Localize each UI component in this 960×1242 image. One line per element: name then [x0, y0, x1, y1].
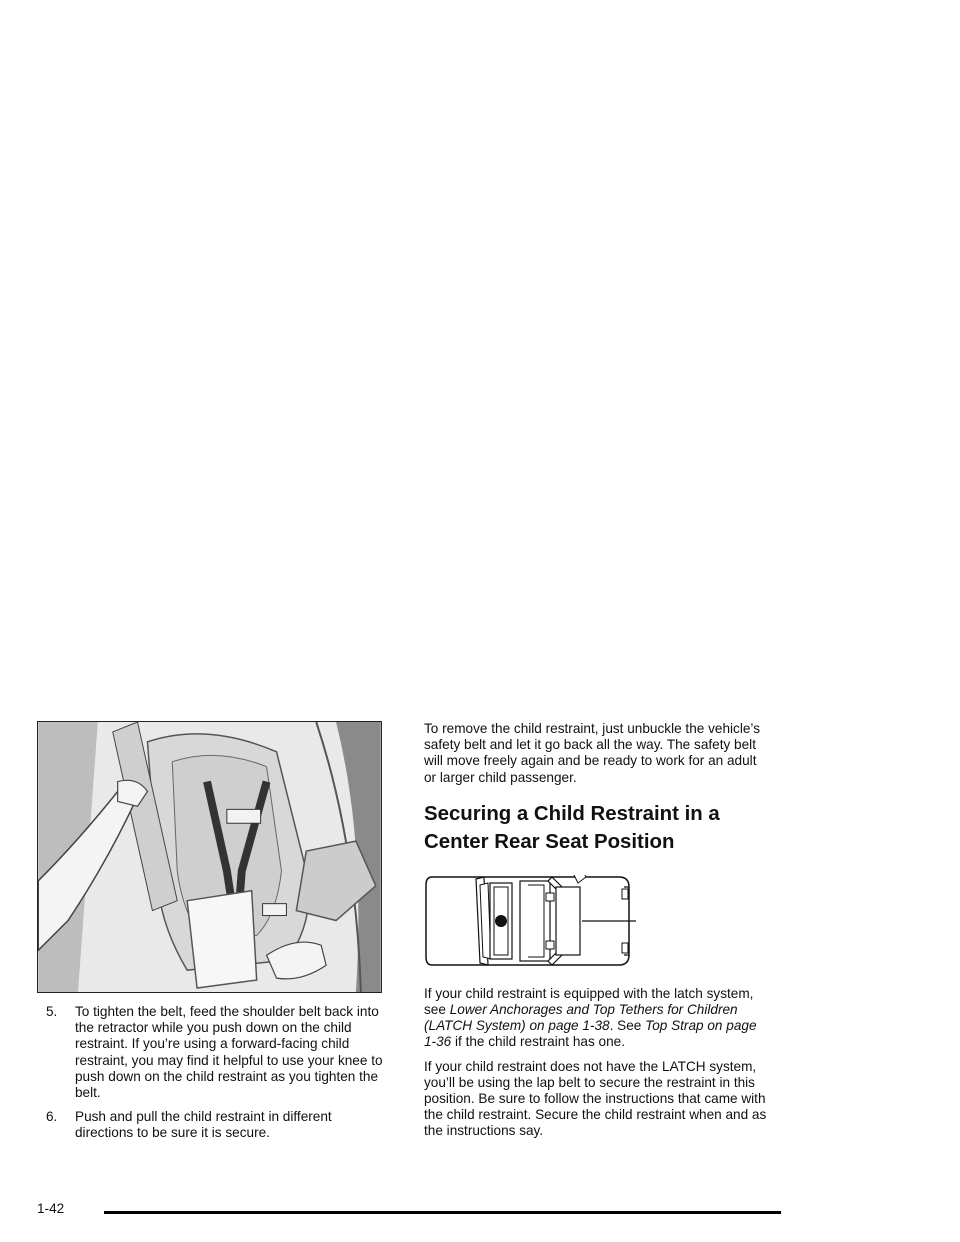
lap-belt-paragraph: If your child restraint does not have the LATCH system, you’ll be using the lap belt to secure the restraint in this position. Be sure to follow the instructions that came with the child restraint. Secure the child restraint when and as the instructions say.: [424, 1058, 767, 1139]
section-heading: Securing a Child Restraint in a Center Rear Seat Position: [424, 802, 720, 854]
vehicle-outline-drawing: [424, 875, 638, 967]
page-number: 1-42: [37, 1201, 65, 1216]
step-text: To tighten the belt, feed the shoulder belt back into the retractor while you push down on the child restraint. If you’re using a forward-facing child restraint, you may find it helpful to use your knee to push down on the child restraint as you tighten the belt.: [75, 1004, 383, 1101]
latch-text: If your child restraint is equipped with the latch system, see: [424, 985, 754, 1018]
latch-text: if the child restraint has one.: [451, 1034, 626, 1050]
removal-paragraph: To remove the child restraint, just unbuckle the vehicle’s safety belt and let it go back all the way. The safety belt will move freely again and be ready to work for an adult or larger child passenger.: [424, 721, 760, 785]
step-number: 5.: [46, 1004, 58, 1019]
child-seat-illustration: [37, 721, 382, 993]
latch-text: . See: [609, 1018, 646, 1034]
footer-rule: [104, 1211, 781, 1214]
vehicle-top-view-diagram: [424, 875, 638, 967]
step-number: 6.: [46, 1109, 58, 1125]
child-seat-drawing: [38, 722, 381, 992]
right-column: [424, 721, 769, 1140]
top-strap-link[interactable]: Top Strap on page 1-36: [424, 1018, 757, 1050]
instruction-steps: [46, 1004, 391, 1150]
step-5: [46, 1004, 391, 1101]
step-text: Push and pull the child restraint in different directions to be sure it is secure.: [75, 1109, 332, 1141]
latch-paragraph: [424, 986, 769, 1051]
latch-link[interactable]: Lower Anchorages and Top Tethers for Children (LATCH System) on page 1-38: [424, 1002, 738, 1034]
step-6: [46, 1109, 391, 1141]
